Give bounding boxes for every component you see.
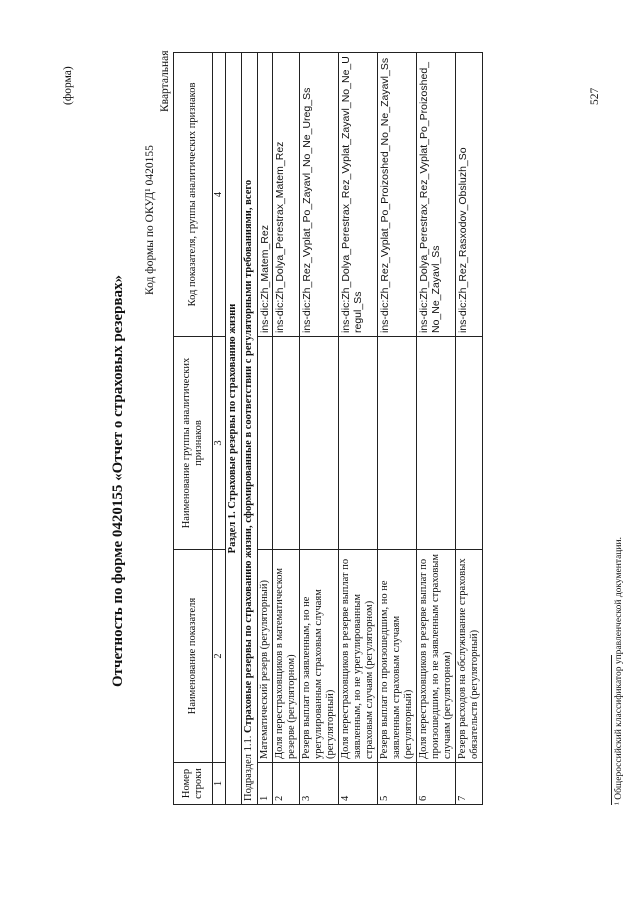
group-name <box>273 337 300 550</box>
indicator-code: ins-dic:Zh_Dolya_Perestrax_Matem_Rez <box>273 53 300 337</box>
group-name <box>300 337 339 550</box>
indicator-code: ins-dic:Zh_Matem_Rez <box>258 53 273 337</box>
footnote-divider <box>611 655 612 805</box>
column-number: 3 <box>213 337 226 550</box>
indicator-name: Математический резерв (регуляторный) <box>258 550 273 763</box>
row-number: 6 <box>417 763 456 805</box>
row-number: 2 <box>273 763 300 805</box>
report-periodicity: Квартальная <box>159 50 171 112</box>
subsection-prefix: Подраздел 1.1. <box>243 735 254 801</box>
column-header-row-number: Номер строки <box>174 763 213 805</box>
table-row <box>273 53 300 805</box>
page-number: 527 <box>589 87 601 105</box>
form-note: (форма) <box>62 66 74 105</box>
row-number: 7 <box>456 763 483 805</box>
row-number: 3 <box>300 763 339 805</box>
column-numbers-row <box>213 53 226 805</box>
subsection-name: Страховые резервы по страхованию жизни, сформированные в соответствии с регуляторными требованиями, всего <box>243 179 254 734</box>
table-row <box>456 53 483 805</box>
indicator-code: ins-dic:Zh_Dolya_Perestrax_Rez_Vyplat_Po_Proizoshed_No_Ne_Zayavl_Ss <box>417 53 456 337</box>
group-name <box>378 337 417 550</box>
indicator-name: Резерв выплат по заявленным, но не урегулированным страховым случаям (регуляторный) <box>300 550 339 763</box>
indicator-name: Доля перестраховщиков в математическом резерве (регуляторном) <box>273 550 300 763</box>
subsection-row <box>242 53 258 805</box>
indicator-code: ins-dic:Zh_Rez_Vyplat_Po_Zayavl_No_Ne_Ureg_Ss <box>300 53 339 337</box>
table-row <box>258 53 273 805</box>
column-header-group-name: Наименование группы аналитических признаков <box>174 337 213 550</box>
okud-form-code: Код формы по ОКУД¹ 0420155 <box>144 145 156 295</box>
row-number: 1 <box>258 763 273 805</box>
column-header-indicator-code: Код показателя, группы аналитических признаков <box>174 53 213 337</box>
indicator-code: ins-dic:Zh_Rez_Rasxodov_Obsluzh_So <box>456 53 483 337</box>
group-name <box>258 337 273 550</box>
group-name <box>417 337 456 550</box>
indicator-name: Резерв расходов на обслуживание страховых обязательств (регуляторный) <box>456 550 483 763</box>
report-table <box>173 52 483 805</box>
row-number: 4 <box>339 763 378 805</box>
footnote: ¹ Общероссийский классификатор управленческой документации. <box>614 537 624 805</box>
column-number: 4 <box>213 53 226 337</box>
row-number: 5 <box>378 763 417 805</box>
page-title: Отчетность по форме 0420155 «Отчет о страховых резервах» <box>110 275 126 687</box>
indicator-code: ins-dic:Zh_Rez_Vyplat_Po_Proizoshed_No_Ne_Zayavl_Ss <box>378 53 417 337</box>
group-name <box>456 337 483 550</box>
column-number: 2 <box>213 550 226 763</box>
indicator-code: ins-dic:Zh_Dolya_Perestrax_Rez_Vyplat_Zayavl_No_Ne_Uregul_Ss <box>339 53 378 337</box>
indicator-name: Резерв выплат по произошедшим, но не заявленным страховым случаям (регуляторный) <box>378 550 417 763</box>
group-name <box>339 337 378 550</box>
table-row <box>417 53 456 805</box>
table-row <box>378 53 417 805</box>
table-row <box>339 53 378 805</box>
table-row <box>300 53 339 805</box>
indicator-name: Доля перестраховщиков в резерве выплат по произошедшим, но не заявленным страховым случаям (регуляторном) <box>417 550 456 763</box>
section-row <box>226 53 242 805</box>
indicator-name: Доля перестраховщиков в резерве выплат по заявленным, но не урегулированным страховым случаям (регуляторном) <box>339 550 378 763</box>
subsection-title <box>242 53 258 805</box>
section-title: Раздел 1. Страховые резервы по страхованию жизни <box>226 53 242 805</box>
column-header-indicator-name: Наименование показателя <box>174 550 213 763</box>
table-header-row <box>174 53 213 805</box>
column-number: 1 <box>213 763 226 805</box>
